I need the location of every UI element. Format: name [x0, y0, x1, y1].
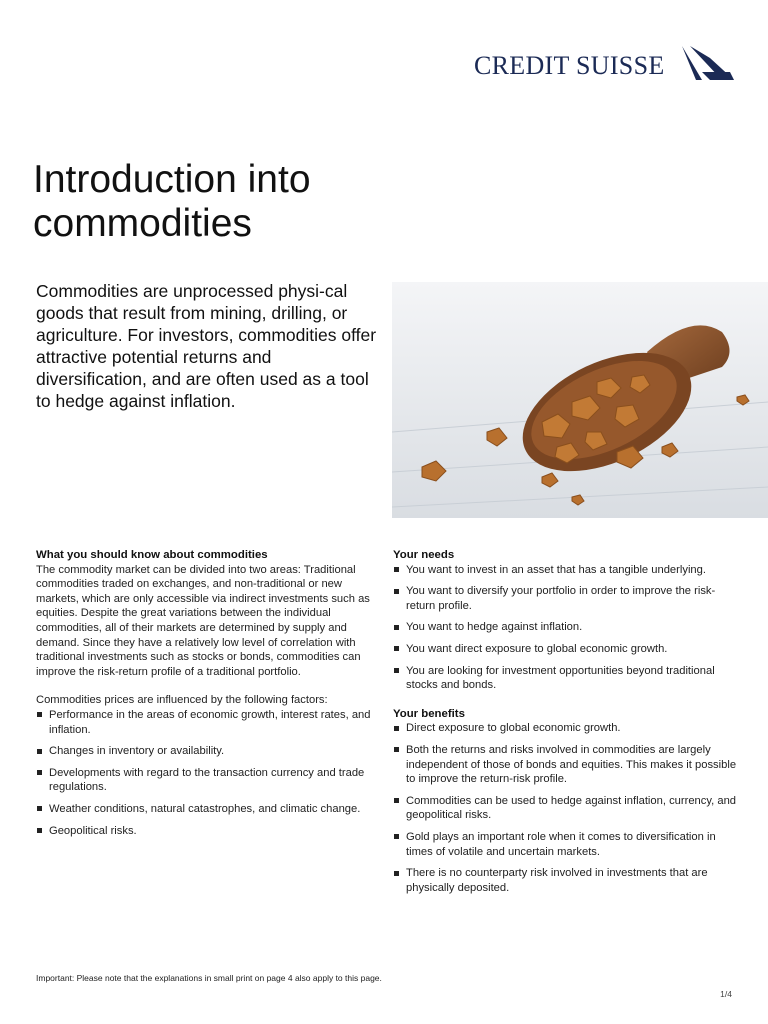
- list-item: You want direct exposure to global economic growth.: [393, 642, 738, 657]
- list-item: Direct exposure to global economic growth.: [393, 721, 738, 736]
- page-number: 1/4: [720, 989, 732, 999]
- footnote: Important: Please note that the explanations in small print on page 4 also apply to this page.: [36, 973, 382, 983]
- wooden-scoop-image: [392, 282, 768, 518]
- needs-benefits-section: [393, 548, 738, 902]
- know-body: The commodity market can be divided into two areas: Traditional commodities traded on exchanges, and non-traditional or new markets, which are only accessible via indirect investments such as equities. Despite the great variations between the individual commodities, all of their markets are determined by supply and demand. Since they have a relatively low level of correlation with traditional investments such as stocks or bonds, commodities can improve the risk-return profile of a traditional portfolio.: [36, 563, 370, 678]
- list-item: Commodities can be used to hedge against inflation, currency, and geopolitical risks.: [393, 794, 738, 823]
- needs-heading: Your needs: [393, 549, 455, 561]
- credit-suisse-logo: [474, 44, 734, 84]
- list-item: You are looking for investment opportunities beyond traditional stocks and bonds.: [393, 664, 738, 693]
- brand-name: CREDIT SUISSE: [474, 51, 665, 80]
- page-title: Introduction into commodities: [33, 158, 311, 245]
- factors-list: [36, 708, 376, 838]
- list-item: There is no counterparty risk involved in investments that are physically deposited.: [393, 866, 738, 895]
- list-item: Both the returns and risks involved in commodities are largely independent of those of bonds and equities. This makes it possible to improve the return-risk profile.: [393, 743, 738, 787]
- list-item: You want to invest in an asset that has a tangible underlying.: [393, 563, 738, 578]
- know-section: [36, 548, 376, 845]
- list-item: Gold plays an important role when it comes to diversification in times of volatile and uncertain markets.: [393, 830, 738, 859]
- intro-paragraph: Commodities are unprocessed physi-cal goods that result from mining, drilling, or agriculture. For investors, commodities offer attractive potential returns and diversification, and are often used as a tool to hedge against inflation.: [36, 281, 377, 411]
- list-item: Developments with regard to the transaction currency and trade regulations.: [36, 766, 376, 795]
- list-item: Geopolitical risks.: [36, 824, 376, 839]
- list-item: Weather conditions, natural catastrophes, and climatic change.: [36, 802, 376, 817]
- list-item: You want to hedge against inflation.: [393, 620, 738, 635]
- list-item: Changes in inventory or availability.: [36, 744, 376, 759]
- list-item: Performance in the areas of economic growth, interest rates, and inflation.: [36, 708, 376, 737]
- needs-list: [393, 563, 738, 693]
- factors-intro: Commodities prices are influenced by the following factors:: [36, 694, 328, 707]
- sails-icon: [680, 44, 736, 82]
- benefits-list: [393, 721, 738, 895]
- benefits-heading: Your benefits: [393, 707, 465, 720]
- commodities-photo: [392, 282, 768, 518]
- know-heading: What you should know about commodities: [36, 549, 268, 561]
- list-item: You want to diversify your portfolio in order to improve the risk-return profile.: [393, 584, 738, 613]
